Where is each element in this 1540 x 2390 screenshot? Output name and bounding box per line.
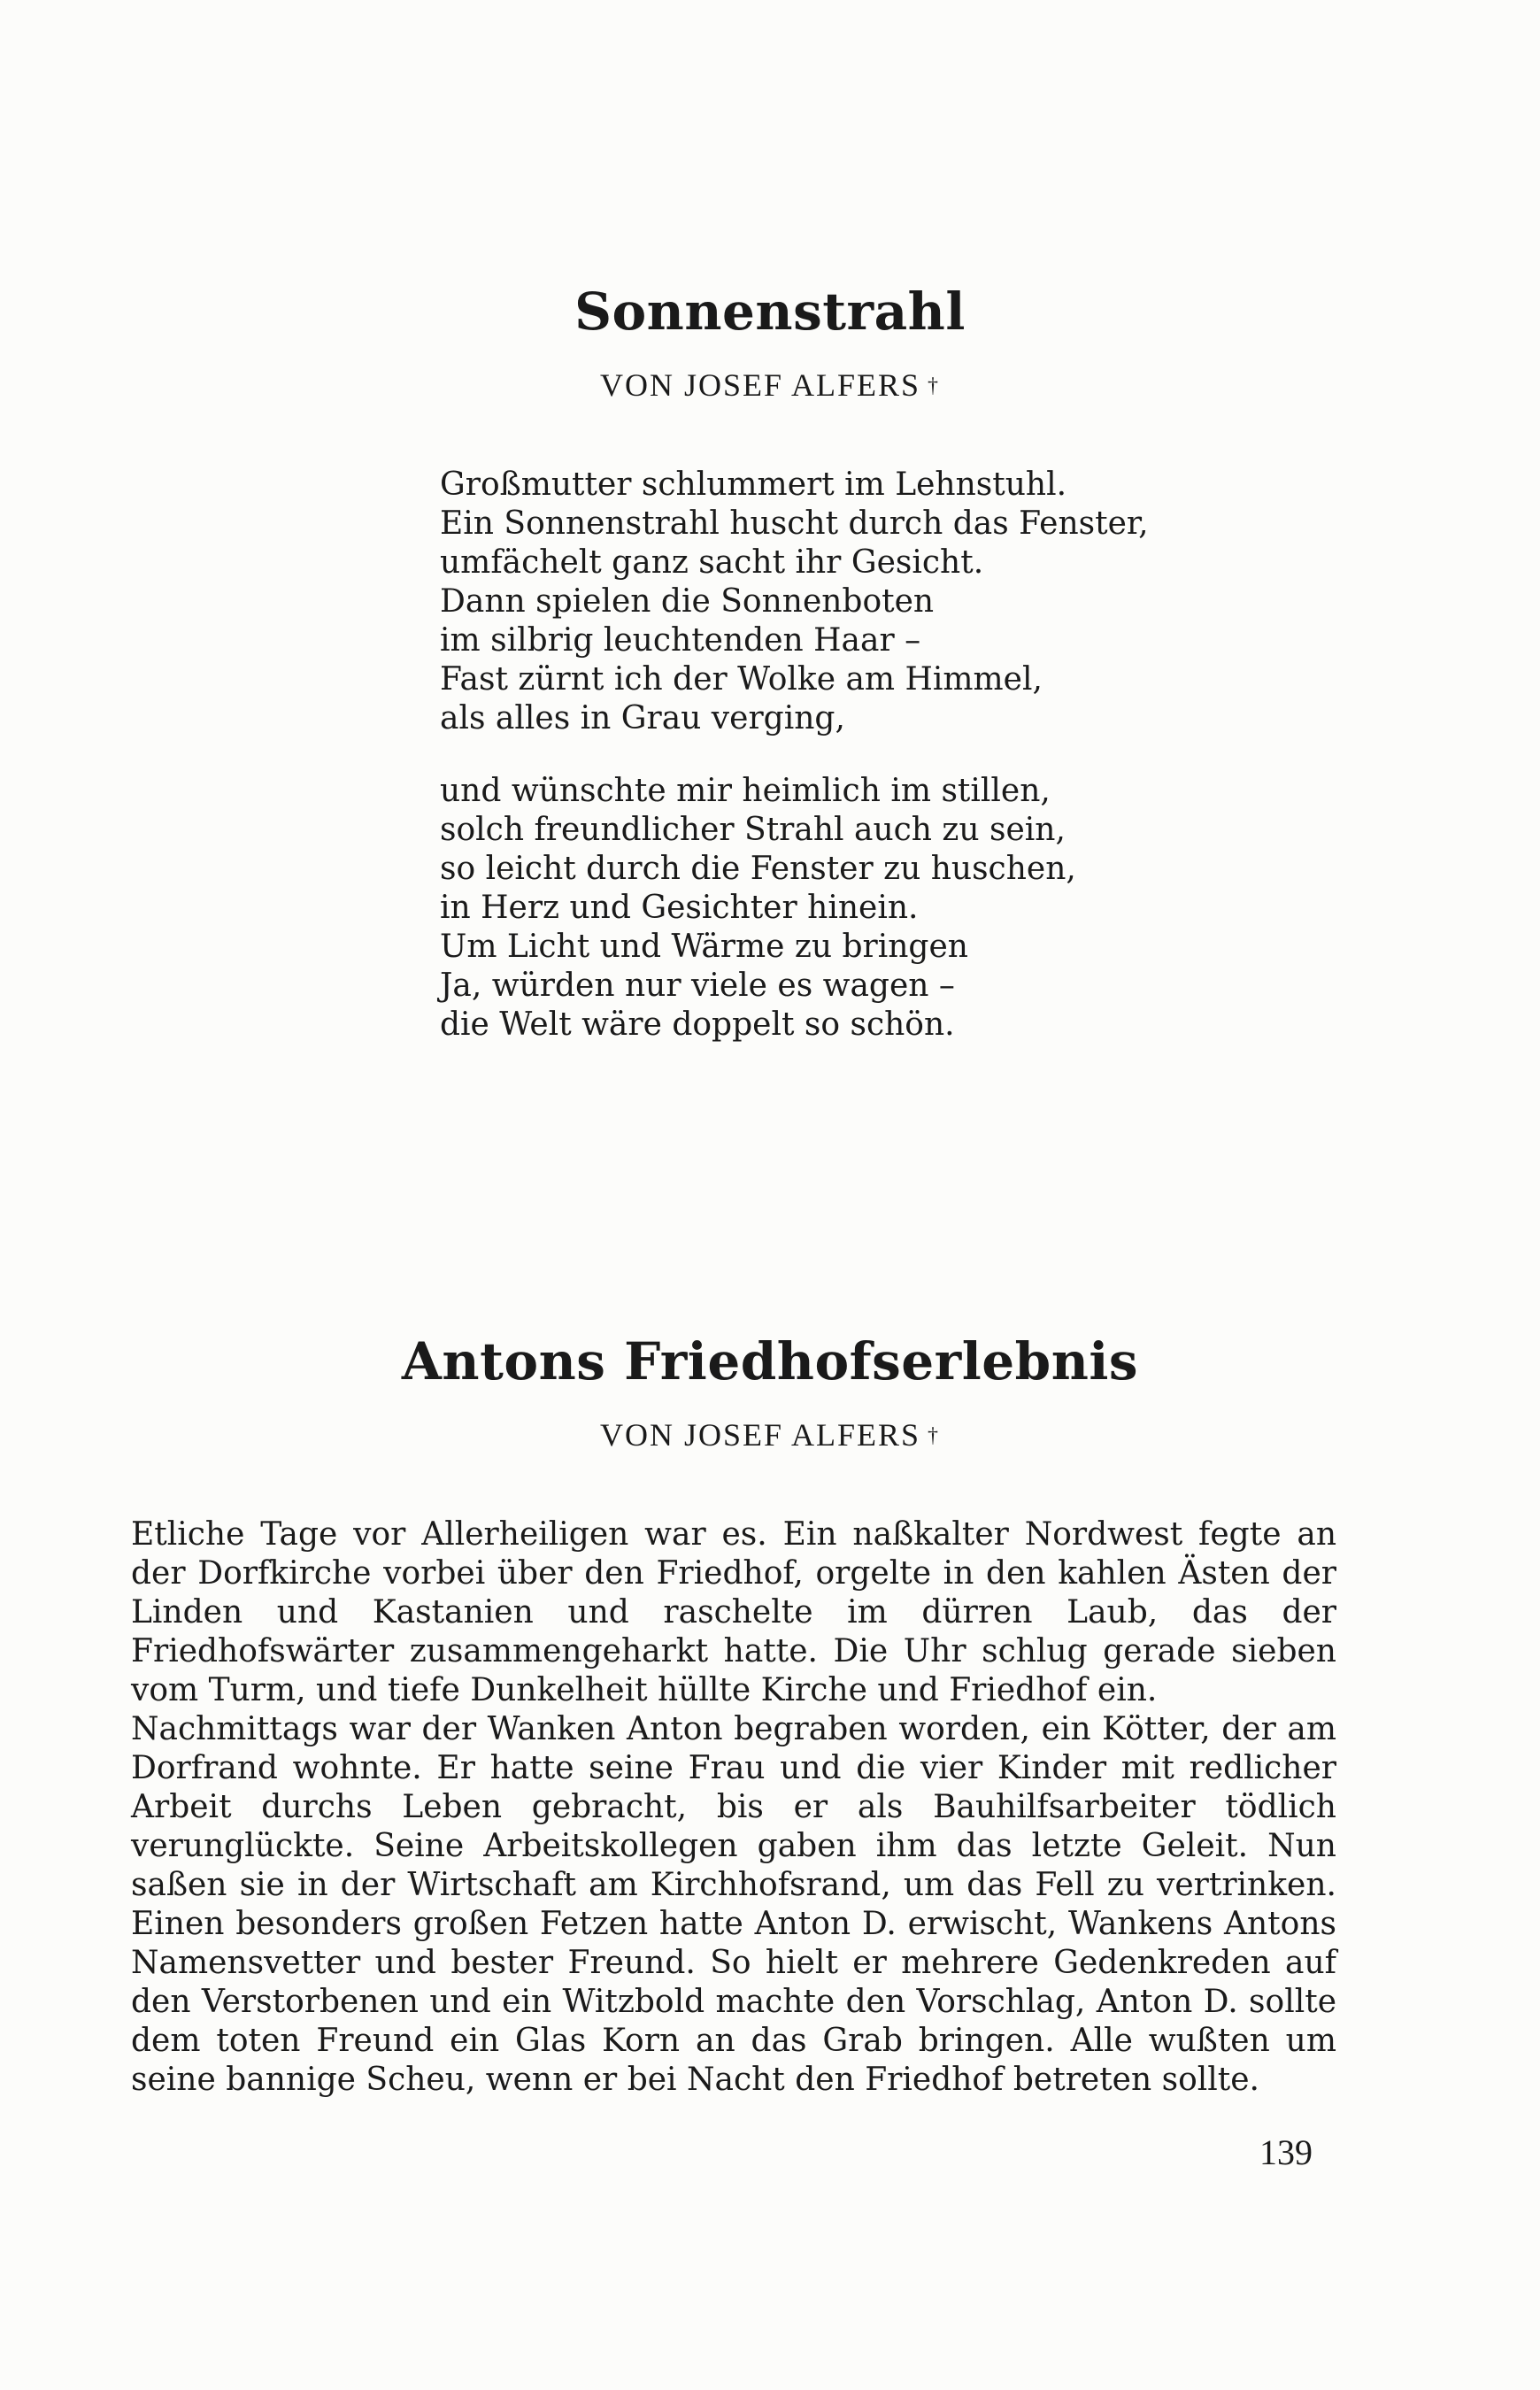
poem-line: in Herz und Gesichter hinein. <box>440 890 919 926</box>
poem-stanza-2 <box>440 772 1076 1045</box>
poem-line: Um Licht und Wärme zu bringen <box>440 929 968 965</box>
poem-line: und wünschte mir heimlich im stillen, <box>440 773 1051 809</box>
page-number: 139 <box>1259 2132 1313 2172</box>
poem-line: so leicht durch die Fenster zu huschen, <box>440 851 1076 887</box>
poem-stanza-1 <box>440 466 1149 738</box>
poem-line: als alles in Grau verging, <box>440 700 845 736</box>
poem-line: Fast zürnt ich der Wolke am Himmel, <box>440 661 1043 698</box>
deceased-cross: † <box>928 1424 941 1447</box>
poem-line: Großmutter schlummert im Lehnstuhl. <box>440 466 1067 503</box>
poem-line: die Welt wäre doppelt so schön. <box>440 1006 955 1043</box>
poem-author <box>0 366 1540 404</box>
story-text <box>131 1515 1336 2100</box>
poem-line: solch freundlicher Strahl auch zu sein, <box>440 812 1066 848</box>
poem-line: im silbrig leuchtenden Haar – <box>440 622 921 659</box>
story-author <box>0 1416 1540 1453</box>
story-paragraph: Etliche Tage vor Allerheiligen war es. Ein naßkalter Nordwest fegte an der Dorfkirche vorbei über den Friedhof, orgelte in den kahlen Ästen der Linden und Kastanien und raschelte im dürren Laub, das der Friedhofswärter zusammengeharkt hatte. Die Uhr schlug gerade sieben vom Turm, und tiefe Dunkelheit hüllte Kirche und Friedhof ein. <box>131 1516 1336 1708</box>
author-name: VON JOSEF ALFERS <box>599 367 921 403</box>
poem-title: Sonnenstrahl <box>574 281 966 342</box>
poem-line: Dann spielen die Sonnenboten <box>440 583 935 620</box>
story-title: Antons Friedhofserlebnis <box>401 1331 1139 1392</box>
poem-line: Ja, würden nur viele es wagen – <box>440 968 955 1004</box>
deceased-cross: † <box>928 374 941 397</box>
poem-line: umfächelt ganz sacht ihr Gesicht. <box>440 544 984 581</box>
author-name: VON JOSEF ALFERS <box>599 1417 921 1453</box>
story-paragraph: Nachmittags war der Wanken Anton begraben worden, ein Kötter, der am Dorfrand wohnte. Er hatte seine Frau und die vier Kinder mit redlicher Arbeit durchs Leben gebracht, bis er als Bauhilfsarbeiter tödlich verunglückte. Seine Arbeitskollegen gaben ihm das letzte Geleit. Nun saßen sie in der Wirtschaft am Kirchhofsrand, um das Fell zu vertrinken. Einen besonders großen Fetzen hatte Anton D. erwischt, Wankens Antons Namensvetter und bester Freund. So hielt er mehrere Gedenkreden auf den Verstorbenen und ein Witzbold machte den Vorschlag, Anton D. sollte dem toten Freund ein Glas Korn an das Grab bringen. Alle wußten um seine bannige Scheu, wenn er bei Nacht den Friedhof betreten sollte. <box>131 1711 1336 2098</box>
poem-line: Ein Sonnenstrahl huscht durch das Fenster, <box>440 505 1149 542</box>
